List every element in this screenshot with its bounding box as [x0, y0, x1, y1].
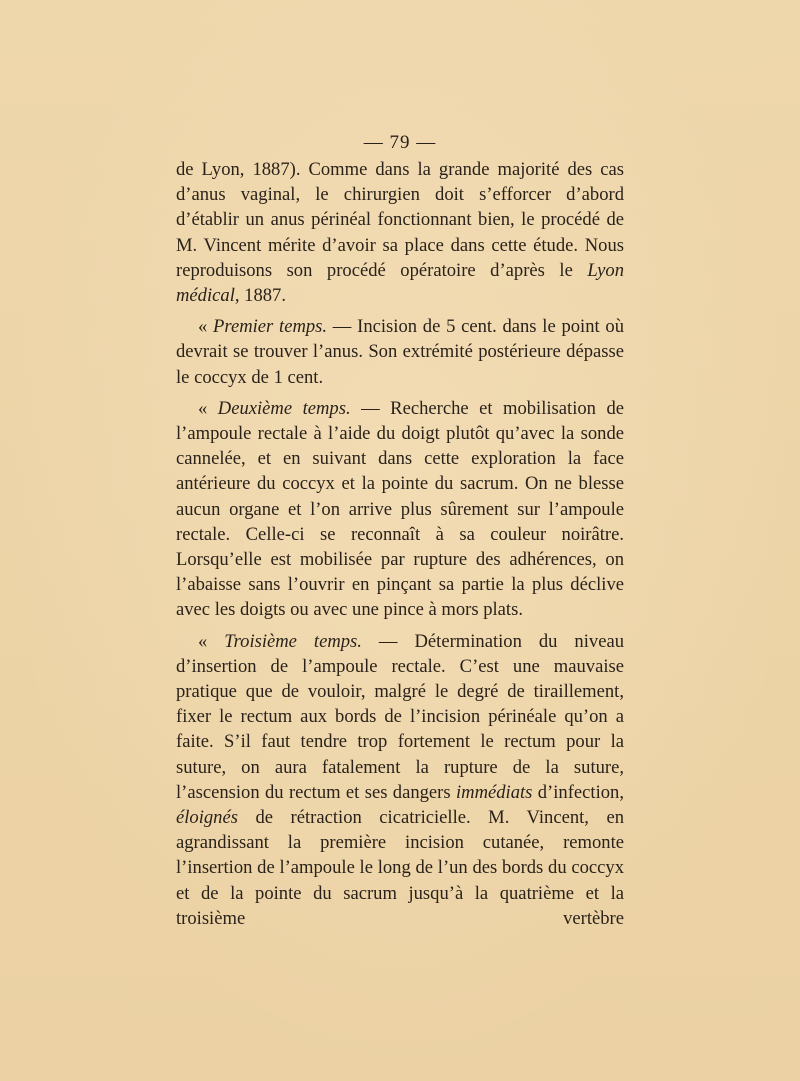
italic-text: Deuxième temps.: [217, 397, 351, 419]
text-run: «: [198, 316, 214, 338]
italic-text: Lyon médical: [176, 259, 624, 307]
text-run: d’infection,: [532, 781, 624, 803]
text-run: — Recherche et mobilisation de l’ampoule rectale à l’aide du doigt plutôt qu’avec la sonde cannelée, et en suivant dans cette exploration la face antérieure du coccyx et la pointe du sacrum. On ne blesse aucun organe et l’on arrive plus sûrement sur l’ampoule rectale. Celle-ci se reconnaît à sa couleur noirâtre. Lorsqu’elle est mobilisée par rupture des adhérences, on l’abaisse sans l’ouvrir en pinçant sa partie la plus déclive avec les doigts ou avec une pince à mors plats.: [176, 397, 624, 621]
italic-text: éloignés: [176, 807, 238, 829]
text-run: «: [198, 630, 225, 652]
paragraph: [176, 396, 624, 623]
text-run: , 1887.: [234, 285, 286, 307]
italic-text: immédiats: [455, 781, 533, 803]
text-run: de rétraction cicatricielle. M. Vincent, en agrandissant la première incision cutanée, remonte l’insertion de l’ampoule le long de l’un des bords du coccyx et de la pointe du sacrum jusqu’à la quatrième et la troisième vertèbre: [176, 807, 624, 929]
italic-text: Troisième temps.: [224, 630, 362, 652]
text-run: — Détermination du niveau d’insertion de l’ampoule rectale. C’est une mauvaise pratique que de vouloir, malgré le degré de tiraillement, fixer le rectum aux bords de l’incision périnéale qu’on a faite. S’il faut tendre trop fortement le rectum pour la suture, on aura fatalement la rupture de la suture, l’ascension du rectum et ses dangers: [176, 630, 624, 803]
paragraph: [176, 157, 624, 308]
text-run: «: [198, 397, 218, 419]
paragraph: [176, 314, 624, 390]
paragraph: [176, 629, 624, 931]
italic-text: Premier temps.: [213, 316, 328, 338]
text-run: — Incision de 5 cent. dans le point où devrait se trouver l’anus. Son extrémité postérieure dépasse le coccyx de 1 cent.: [176, 316, 624, 388]
body-text: [176, 157, 624, 931]
page-number: — 79 —: [363, 132, 437, 153]
text-run: de Lyon, 1887). Comme dans la grande majorité des cas d’anus vaginal, le chirurgien doit s’efforcer d’abord d’établir un anus périnéal fonctionnant bien, le procédé de M. Vincent mérite d’avoir sa place dans cette étude. Nous reproduisons son procédé opératoire d’après le: [176, 159, 624, 281]
